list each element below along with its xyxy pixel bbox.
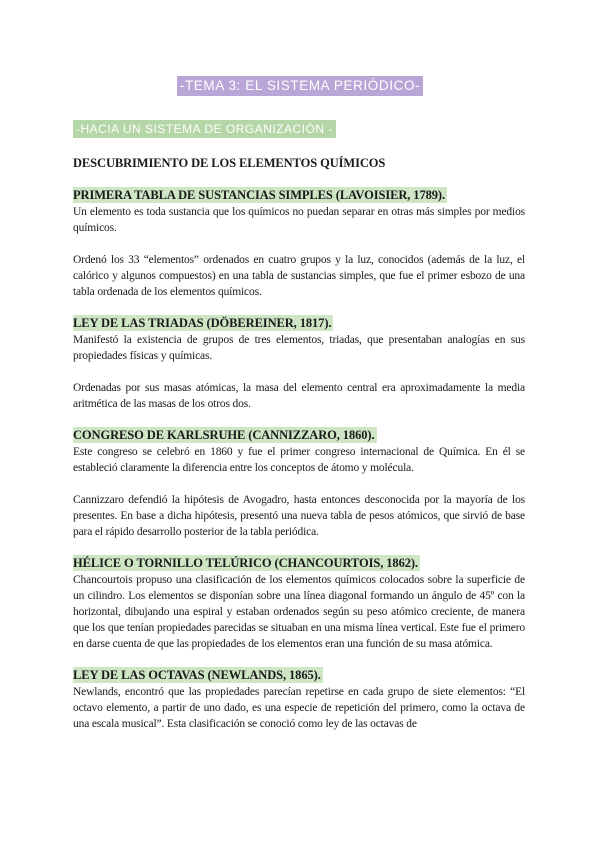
page-title: -TEMA 3: EL SISTEMA PERIÓDICO-	[177, 76, 423, 96]
paragraph: Este congreso se celebró en 1860 y fue el primer congreso internacional de Química. En él se estableció claramente la diferencia entre los conceptos de átomo y molécula.	[73, 446, 525, 474]
section-newlands	[73, 666, 525, 732]
section-heading: LEY DE LAS OCTAVAS (NEWLANDS, 1865).	[73, 668, 321, 682]
section-chancourtois	[73, 554, 525, 652]
title-wrapper	[0, 76, 600, 96]
section-heading: PRIMERA TABLA DE SUSTANCIAS SIMPLES (LAVOISIER, 1789).	[73, 188, 445, 202]
paragraph: Chancourtois propuso una clasificación de los elementos químicos colocados sobre la superficie de un cilindro. Los elementos se disponían sobre una línea diagonal formando un ángulo de 45º con la horizontal, dibujando una espiral y estaban ordenados según su peso atómico creciente, de manera que los que tenían propiedades parecidas se situaban en una misma línea vertical. Este fue el primero en darse cuenta de que las propiedades de los elementos eran una función de su masa atómica.	[73, 574, 525, 650]
section-heading: HÉLICE O TORNILLO TELÚRICO (CHANCOURTOIS, 1862).	[73, 556, 418, 570]
section-subtitle: -HACIA UN SISTEMA DE ORGANIZACIÓN -	[73, 120, 336, 138]
main-heading: DESCUBRIMIENTO DE LOS ELEMENTOS QUÍMICOS	[73, 156, 386, 170]
document-body	[73, 155, 525, 746]
section-heading: LEY DE LAS TRIADAS (DÖBEREINER, 1817).	[73, 316, 332, 330]
section-karlsruhe	[73, 426, 525, 540]
paragraph: Un elemento es toda sustancia que los químicos no puedan separar en otras más simples por medios químicos.	[73, 206, 525, 234]
section-dobereiner	[73, 314, 525, 412]
paragraph: Manifestó la existencia de grupos de tres elementos, triadas, que presentaban analogías en sus propiedades físicas y químicas.	[73, 334, 525, 362]
paragraph: Ordenadas por sus masas atómicas, la masa del elemento central era aproximadamente la media aritmética de las masas de los otros dos.	[73, 382, 525, 410]
paragraph: Cannizzaro defendió la hipótesis de Avogadro, hasta entonces desconocida por la mayoría de los presentes. En base a dicha hipótesis, presentó una nueva tabla de pesos atómicos, que sirvió de base para el rápido desarrollo posterior de la tabla periódica.	[73, 494, 525, 538]
paragraph: Newlands, encontró que las propiedades parecían repetirse en cada grupo de siete elementos: “El octavo elemento, a partir de uno dado, es una especie de repetición del primero, como la octava de una escala musical”. Esta clasificación se conoció como ley de las octavas de	[73, 686, 525, 730]
paragraph: Ordenó los 33 “elementos” ordenados en cuatro grupos y la luz, conocidos (además de la luz, el calórico y algunos compuestos) en una tabla de sustancias simples, que fue el primer esbozo de una tabla ordenada de los elementos químicos.	[73, 254, 525, 298]
section-heading: CONGRESO DE KARLSRUHE (CANNIZZARO, 1860).	[73, 428, 375, 442]
section-lavoisier	[73, 186, 525, 300]
